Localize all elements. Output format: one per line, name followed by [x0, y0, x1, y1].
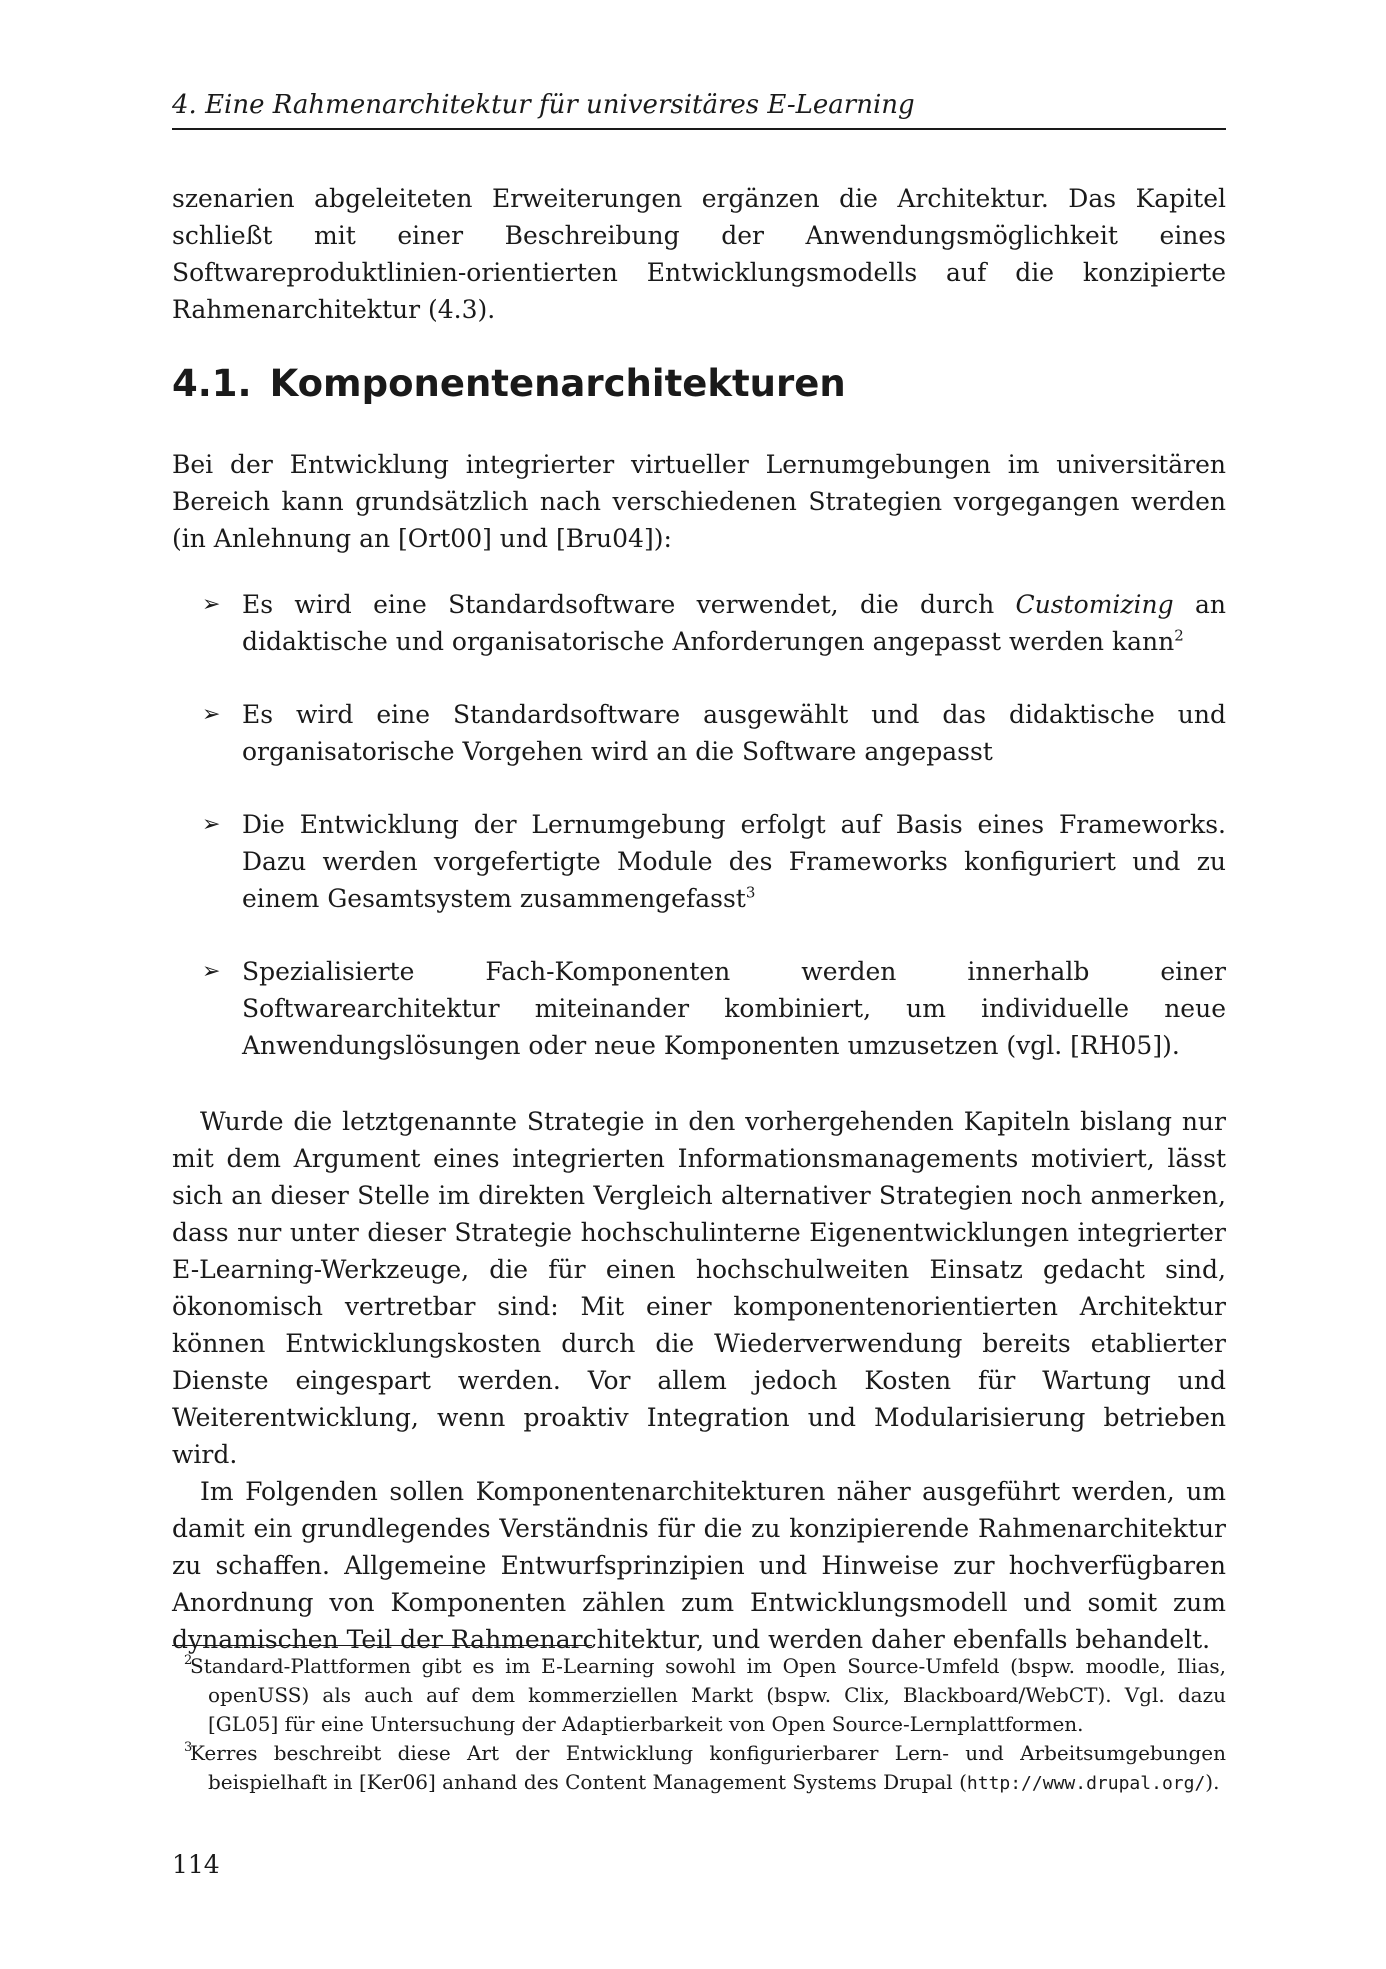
- list-item-text-continued: an didaktische und organisatorische Anforderungen angepasst werden kann: [242, 590, 1226, 656]
- list-item: [172, 953, 1226, 1064]
- footnote-reference[interactable]: 3: [745, 883, 756, 902]
- arrow-bullet-icon: ➢: [202, 812, 221, 837]
- list-item: [172, 696, 1226, 770]
- section-number: 4.1.: [172, 362, 252, 405]
- list-item: [172, 586, 1226, 660]
- footnote-url-link[interactable]: http://www.drupal.org/: [966, 1773, 1206, 1794]
- discussion-block: [172, 1103, 1226, 1658]
- strategy-list: [172, 586, 1226, 1100]
- footnote-mark: 3: [184, 1740, 193, 1755]
- section-heading: [172, 360, 1226, 408]
- discussion-paragraph-2: Im Folgenden sollen Komponentenarchitekturen näher ausgeführt werden, um damit ein grundlegendes Verständnis für die zu konzipierende Rahmenarchitektur zu schaffen. Allgemeine Entwurfsprinzipien und Hinweise zur hochverfügbaren Anordnung von Komponenten zählen zum Entwicklungsmodell und somit zum dynamischen Teil der Rahmenarchitektur, und werden daher ebenfalls behandelt.: [172, 1477, 1226, 1654]
- intro-paragraph: szenarien abgeleiteten Erweiterungen ergänzen die Architektur. Das Kapitel schließt mit einer Beschreibung der Anwendungsmöglichkeit eines Softwareproduktlinien-orientierten Entwicklungsmodells auf die konzipierte Rahmenarchitektur (4.3).: [172, 184, 1226, 324]
- footnote-mark: 2: [184, 1653, 193, 1668]
- intro-paragraph-block: [172, 180, 1226, 328]
- footnote-text: [190, 1739, 1226, 1798]
- section-title: Komponentenarchitekturen: [269, 362, 846, 405]
- page-number: 114: [172, 1850, 220, 1879]
- running-header: 4. Eine Rahmenarchitektur für universitäres E-Learning: [172, 88, 1226, 130]
- footnote-text-content: Kerres beschreibt diese Art der Entwicklung konfigurierbarer Lern- und Arbeitsumgebungen beispielhaft in [Ker06] anhand des Content Management Systems Drupal (: [190, 1741, 1226, 1794]
- footnote-reference[interactable]: 2: [1174, 626, 1184, 645]
- arrow-bullet-icon: ➢: [202, 959, 221, 984]
- list-item: [172, 806, 1226, 917]
- footnote-text: [190, 1652, 1226, 1739]
- list-item-emphasis: Customizing: [1015, 590, 1174, 619]
- footnote-text-content: Standard-Plattformen gibt es im E-Learning sowohl im Open Source-Umfeld (bspw. moodle, Ilias, openUSS) als auch auf dem kommerziellen Markt (bspw. Clix, Blackboard/WebCT). Vgl. dazu [GL05] für eine Untersuchung der Adaptierbarkeit von Open Source-Lernplattformen.: [190, 1654, 1226, 1736]
- footnote-2: [172, 1652, 1226, 1739]
- footnote-separator: [172, 1645, 592, 1646]
- arrow-bullet-icon: ➢: [202, 702, 221, 727]
- lead-paragraph: Bei der Entwicklung integrierter virtueller Lernumgebungen im universitären Bereich kann grundsätzlich nach verschiedenen Strategien vorgegangen werden (in Anlehnung an [Ort00] und [Bru04]):: [172, 450, 1226, 553]
- document-page: [172, 0, 1226, 1969]
- list-item-text: Es wird eine Standardsoftware verwendet, die durch: [242, 590, 1016, 619]
- discussion-paragraph-1: Wurde die letztgenannte Strategie in den vorhergehenden Kapiteln bislang nur mit dem Argument eines integrierten Informationsmanagements motiviert, lässt sich an dieser Stelle im direkten Vergleich alternativer Strategien noch anmerken, dass nur unter dieser Strategie hochschulinterne Eigenentwicklungen integrierter E-Learning-Werkzeuge, die für einen hochschulweiten Einsatz gedacht sind, ökonomisch vertretbar sind: Mit einer komponentenorientierten Architektur können Entwicklungskosten durch die Wiederverwendung bereits etablierter Dienste eingespart werden. Vor allem jedoch Kosten für Wartung und Weiterentwicklung, wenn proaktiv Integration und Modularisierung betrieben wird.: [172, 1107, 1226, 1469]
- list-item-text: Die Entwicklung der Lernumgebung erfolgt auf Basis eines Frameworks. Dazu werden vorgefertigte Module des Frameworks konfiguriert und zu einem Gesamtsystem zusammengefasst: [242, 810, 1226, 913]
- list-item-text: Es wird eine Standardsoftware ausgewählt und das didaktische und organisatorische Vorgehen wird an die Software angepasst: [242, 700, 1226, 766]
- footnote-text-tail: ).: [1205, 1770, 1220, 1794]
- list-item-text: Spezialisierte Fach-Komponenten werden innerhalb einer Softwarearchitektur miteinander kombiniert, um individuelle neue Anwendungslösungen oder neue Komponenten umzusetzen (vgl. [RH05]).: [242, 957, 1226, 1060]
- lead-paragraph-block: [172, 446, 1226, 557]
- arrow-bullet-icon: ➢: [202, 592, 221, 617]
- footnote-3: [172, 1739, 1226, 1798]
- footnotes: [172, 1652, 1226, 1798]
